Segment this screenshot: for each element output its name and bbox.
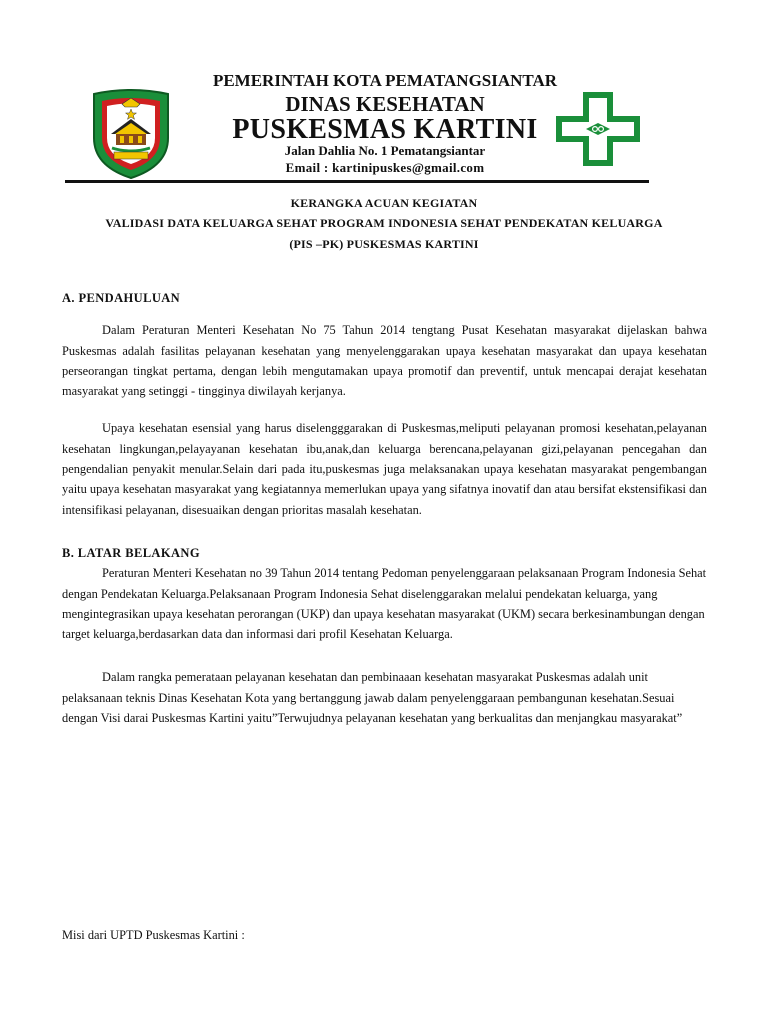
paragraph: Dalam Peraturan Menteri Kesehatan No 75 Tahun 2014 tengtang Pusat Kesehatan masyarakat dijelaskan bahwa Puskesmas adalah fasilitas pelayanan kesehatan yang menyelenggarakan upaya kesehatan masyarakat dan upaya kesehatan perseorangan tingkat pertama, dengan lebih mengutamakan upaya promotif dan preventif, untuk mencapai derajat kesehatan masyarakat yang setinggi - tingginya diwilayah kerjanya.	[62, 323, 707, 399]
agency-name: DINAS KESEHATAN	[285, 92, 485, 116]
misi-label: Misi dari UPTD Puskesmas Kartini :	[62, 928, 245, 942]
document-body	[62, 288, 707, 728]
paragraph: Upaya kesehatan esensial yang harus diselengggarakan di Puskesmas,meliputi pelayanan promosi kesehatan,pelayanan kesehatan lingkungan,pelayayanan kesehatan ibu,anak,dan keluarga berencana,pelayanan gizi,pelayanan pencegahan dan pengendalian penyakit menular.Selain dari pada itu,puskesmas juga melaksanakan upaya kesehatan masyarakat pengembangan yaitu upaya kesehatan masyarakat yang kegiatannya memerlukan upaya yang sifatnya inovatif dan atau bersifat ekstensifikasi dan intensifikasi pelayanan, disesuaikan dengan prioritas masalah kesehatan.	[62, 421, 707, 517]
letterhead-rule	[65, 180, 649, 183]
paragraph: Dalam rangka pemerataan pelayanan kesehatan dan pembinaaan kesehatan masyarakat Puskesmas adalah unit pelaksanaan teknis Dinas Kesehatan Kota yang bertanggung jawab dalam penyelenggaraan pembangunan kesehatan.Sesuai dengan Visi darai Puskesmas Kartini yaitu”Terwujudnya pelayanan kesehatan yang berkualitas dan menjangkau masyarakat”	[62, 670, 683, 726]
document-type: KERANGKA ACUAN KEGIATAN	[290, 196, 478, 210]
puskesmas-cross-logo-icon	[552, 88, 644, 170]
document-subtitle: (PIS –PK) PUSKESMAS KARTINI	[289, 237, 479, 251]
government-name: PEMERINTAH KOTA PEMATANGSIANTAR	[212, 71, 558, 90]
email: Email : kartinipuskes@gmail.com	[285, 160, 485, 175]
puskesmas-name: PUSKESMAS KARTINI	[232, 114, 538, 145]
document-title: VALIDASI DATA KELUARGA SEHAT PROGRAM INDONESIA SEHAT PENDEKATAN KELUARGA	[105, 216, 663, 230]
section-heading-latar-belakang: B. LATAR BELAKANG	[62, 545, 200, 560]
letterhead	[0, 0, 768, 190]
address: Jalan Dahlia No. 1 Pematangsiantar	[284, 143, 486, 158]
section-heading-pendahuluan: A. PENDAHULUAN	[62, 291, 181, 305]
paragraph: Peraturan Menteri Kesehatan no 39 Tahun 2014 tentang Pedoman penyelenggaraan pelaksanaan Program Indonesia Sehat dengan Pendekatan Keluarga.Pelaksanaan Program Indonesia Sehat diselenggarakan melalui pendekatan keluarga, yang mengintegrasikan upaya kesehatan perorangan (UKP) dan upaya kesehatan masyarakat (UKM) secara berkesinambungan dengan target keluarga,berdasarkan data dan informasi dari profil Kesehatan Keluarga.	[62, 566, 707, 642]
